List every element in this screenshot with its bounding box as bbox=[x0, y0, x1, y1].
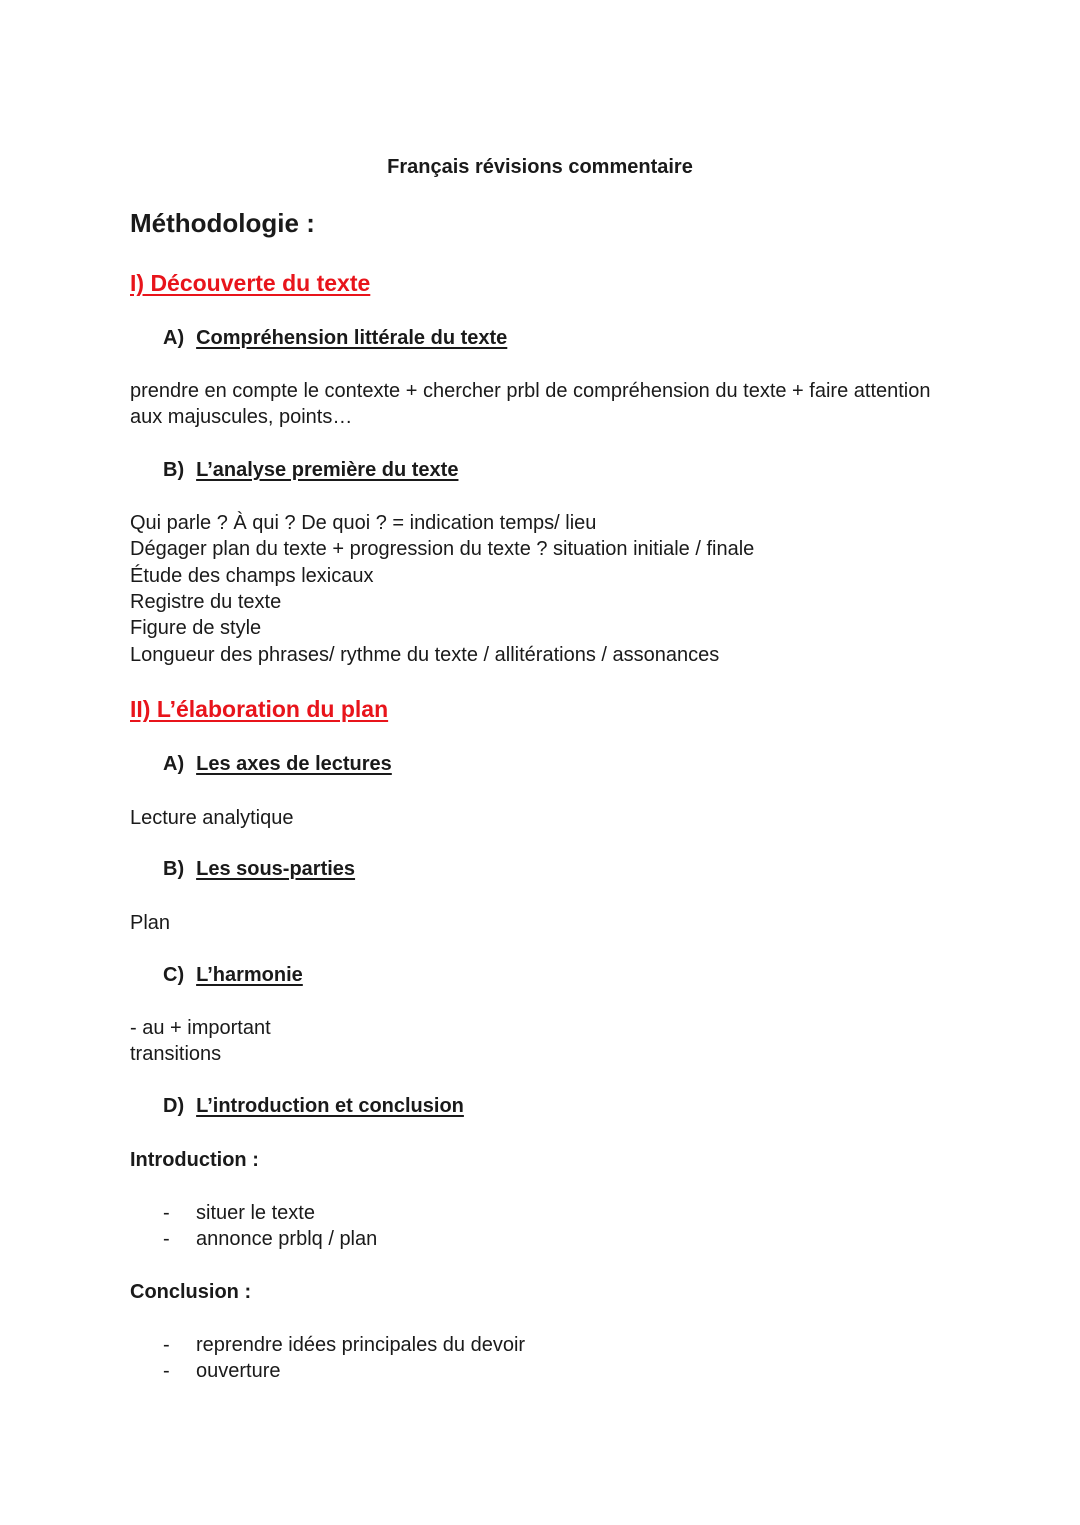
subheading-sous-parties bbox=[163, 858, 355, 881]
main-heading: Méthodologie : bbox=[130, 208, 315, 238]
subheading-harmonie bbox=[163, 964, 303, 987]
subheading-comprehension bbox=[163, 327, 507, 350]
list-item-text: annonce prblq / plan bbox=[196, 1228, 378, 1251]
conclusion-label: Conclusion : bbox=[130, 1281, 252, 1303]
subheading-title: Les axes de lectures bbox=[196, 753, 392, 775]
text-line: prendre en compte le contexte + chercher prbl de compréhension du texte + faire attention bbox=[130, 380, 931, 402]
text-line: Figure de style bbox=[130, 617, 262, 640]
list-item-text: reprendre idées principales du devoir bbox=[196, 1334, 526, 1356]
document-title: Français révisions commentaire bbox=[387, 156, 693, 178]
subheading-introduction-conclusion bbox=[163, 1095, 464, 1118]
subheading-letter: A) bbox=[163, 753, 185, 775]
text-line: - au + important bbox=[130, 1017, 271, 1039]
subheading-letter: A) bbox=[163, 327, 185, 349]
text-line: Dégager plan du texte + progression du texte ? situation initiale / finale bbox=[130, 538, 755, 561]
text-line: Longueur des phrases/ rythme du texte / allitérations / assonances bbox=[130, 643, 720, 666]
section-heading-elaboration: II) L’élaboration du plan bbox=[130, 696, 389, 722]
subheading-title: L’harmonie bbox=[196, 964, 303, 986]
list-item-text: ouverture bbox=[196, 1360, 281, 1383]
section-heading-decouverte: I) Découverte du texte bbox=[130, 270, 371, 296]
list-item bbox=[163, 1200, 315, 1226]
subheading-title: Compréhension littérale du texte bbox=[196, 327, 508, 349]
subheading-letter: C) bbox=[163, 964, 185, 986]
subheading-letter: D) bbox=[163, 1095, 185, 1117]
dash-bullet-icon: - bbox=[163, 1202, 170, 1224]
subheading-title: L’analyse première du texte bbox=[196, 459, 459, 481]
introduction-label: Introduction : bbox=[130, 1149, 259, 1171]
subheading-analyse bbox=[163, 459, 458, 482]
subheading-letter: B) bbox=[163, 459, 185, 481]
dash-bullet-icon: - bbox=[163, 1360, 170, 1383]
paragraph-plan: Plan bbox=[130, 912, 171, 934]
paragraph-axes: Lecture analytique bbox=[130, 807, 294, 829]
text-line: transitions bbox=[130, 1043, 222, 1066]
subheading-title: L’introduction et conclusion bbox=[196, 1095, 464, 1117]
text-line: Qui parle ? À qui ? De quoi ? = indication temps/ lieu bbox=[130, 512, 597, 534]
list-item-text: situer le texte bbox=[196, 1202, 315, 1224]
subheading-letter: B) bbox=[163, 858, 185, 880]
dash-bullet-icon: - bbox=[163, 1228, 170, 1251]
list-item bbox=[163, 1226, 377, 1252]
list-item bbox=[163, 1332, 525, 1358]
subheading-title: Les sous-parties bbox=[196, 858, 356, 880]
text-line: aux majuscules, points… bbox=[130, 406, 353, 429]
subheading-axes bbox=[163, 753, 392, 776]
text-line: Étude des champs lexicaux bbox=[130, 564, 374, 587]
dash-bullet-icon: - bbox=[163, 1334, 170, 1356]
list-item bbox=[163, 1358, 281, 1384]
text-line: Registre du texte bbox=[130, 590, 282, 613]
